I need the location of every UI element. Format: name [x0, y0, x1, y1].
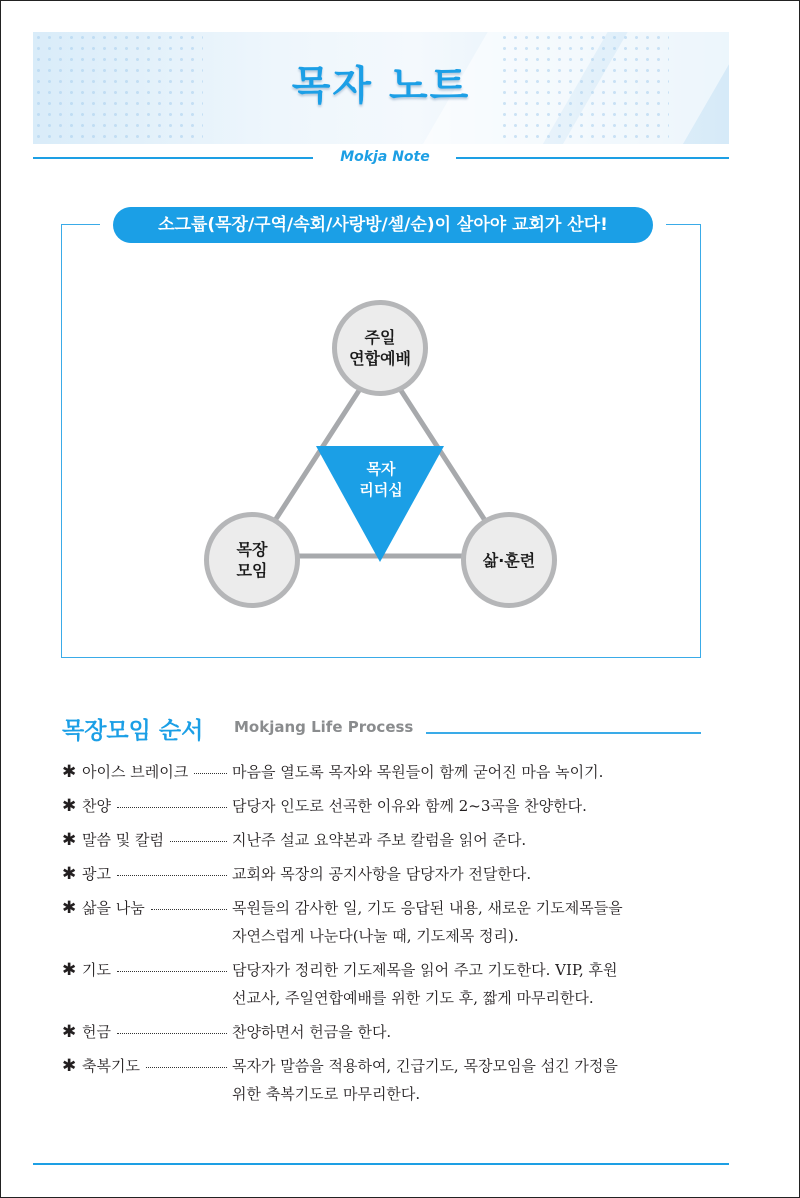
node-life-training: [461, 512, 557, 608]
bottom-rule: [33, 1163, 729, 1165]
list-item: [62, 956, 712, 1012]
bullet-icon: ✱: [62, 796, 77, 816]
item-description: 위한 축복기도로 마무리한다.: [232, 1085, 421, 1103]
section-subtitle: Mokjang Life Process: [234, 718, 414, 736]
item-name: 삶을 나눔: [82, 899, 145, 917]
item-name: 광고: [82, 865, 111, 883]
item-name: 헌금: [82, 1023, 111, 1041]
section-title: 목장모임 순서: [62, 718, 204, 744]
list-item: [62, 1018, 712, 1046]
dot-leader: [117, 971, 227, 972]
node-label: 연합예배: [349, 349, 411, 368]
dot-leader: [117, 1033, 227, 1034]
list-item: [62, 758, 712, 786]
leadership-label-line: 목자: [366, 460, 396, 478]
diagram-banner: 소그룹(목장/구역/속회/사랑방/셀/순)이 살아야 교회가 산다!: [113, 207, 653, 243]
item-name: 축복기도: [82, 1057, 140, 1075]
leadership-label: [340, 459, 422, 501]
list-item: [62, 894, 712, 950]
node-label: 모임: [236, 561, 268, 580]
section-rule: [426, 732, 701, 734]
bullet-icon: ✱: [62, 960, 77, 980]
leadership-label-line: 리더십: [359, 481, 403, 499]
item-name: 찬양: [82, 797, 111, 815]
node-label: 삶·훈련: [482, 550, 536, 570]
list-item: [62, 860, 712, 888]
dot-leader: [117, 875, 227, 876]
item-description: 마음을 열도록 목자와 목원들이 함께 굳어진 마음 녹이기.: [232, 763, 604, 781]
node-label: 주일: [364, 328, 396, 347]
item-description: 목자가 말씀을 적용하여, 긴급기도, 목장모임을 섬긴 가정을: [232, 1057, 618, 1075]
list-item: [62, 1052, 712, 1108]
page-title: 목자 노트: [291, 63, 471, 109]
bullet-icon: ✱: [62, 1022, 77, 1042]
item-name: 말씀 및 칼럼: [82, 831, 164, 849]
page-subtitle: Mokja Note: [340, 149, 430, 165]
node-label: 목장: [236, 540, 268, 559]
item-description: 선교사, 주일연합예배를 위한 기도 후, 짧게 마무리한다.: [232, 989, 594, 1007]
dot-leader: [151, 909, 227, 910]
item-description: 교회와 목장의 공지사항을 담당자가 전달한다.: [232, 865, 532, 883]
item-description: 목원들의 감사한 일, 기도 응답된 내용, 새로운 기도제목들을: [232, 899, 623, 917]
bullet-icon: ✱: [62, 898, 77, 918]
dot-leader: [146, 1067, 227, 1068]
bullet-icon: ✱: [62, 762, 77, 782]
item-description: 담당자가 정리한 기도제목을 읽어 주고 기도한다. VIP, 후원: [232, 961, 618, 979]
item-description: 자연스럽게 나눈다(나눌 때, 기도제목 정리).: [232, 927, 519, 945]
process-list: [62, 758, 712, 1114]
bullet-icon: ✱: [62, 1056, 77, 1076]
bullet-icon: ✱: [62, 864, 77, 884]
item-description: 지난주 설교 요약본과 주보 칼럼을 읽어 준다.: [232, 831, 527, 849]
dot-leader: [194, 773, 227, 774]
node-sunday-worship: [332, 300, 428, 396]
item-name: 기도: [82, 961, 111, 979]
list-item: [62, 826, 712, 854]
list-item: [62, 792, 712, 820]
node-mokjang-meeting: [204, 512, 300, 608]
bullet-icon: ✱: [62, 830, 77, 850]
item-description: 찬양하면서 헌금을 한다.: [232, 1023, 392, 1041]
item-name: 아이스 브레이크: [82, 763, 189, 781]
dot-leader: [117, 807, 227, 808]
item-description: 담당자 인도로 선곡한 이유와 함께 2~3곡을 찬양한다.: [232, 797, 587, 815]
dot-leader: [170, 841, 227, 842]
